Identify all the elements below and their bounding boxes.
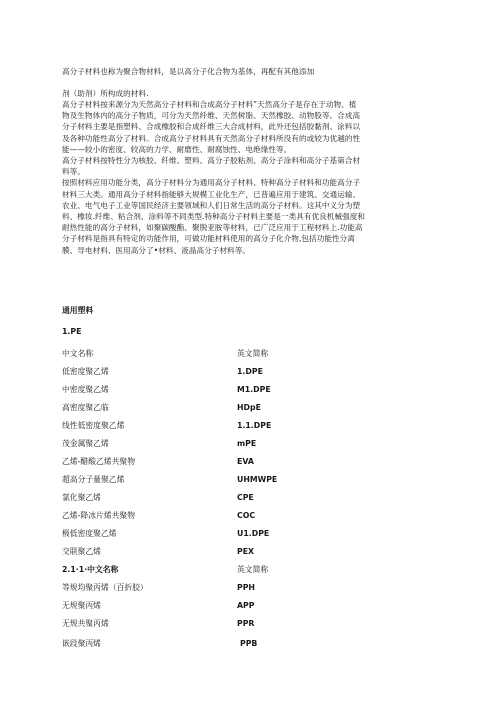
cell-english-abbr: U1.DPE [237, 529, 270, 538]
column-header-english-abbr: 英文简称 [237, 565, 269, 574]
table-row [62, 474, 392, 486]
cell-chinese-name: 氯化聚乙烯 [62, 493, 101, 502]
column-header-english-abbr: 英文简称 [237, 349, 269, 358]
text-line: 高分子材料按来源分为天然高分子材料和合成高分子材料”天然高分子是存在于动物、植 [62, 100, 357, 109]
text-line: 剂（助剂）所构成的材料. [62, 89, 149, 98]
text-line: 高分子材料也称为聚合物材料，是以高分子化合物为基体，再配有其他添加 [62, 67, 315, 76]
table-row [62, 546, 392, 558]
text-line: 能——较小的密度、较高的力学、耐磨性、耐腐蚀性、电绝缘性等。 [62, 144, 292, 154]
cell-english-abbr: COC [237, 511, 256, 520]
column-header-chinese-name: 2.1·1·中文名称 [62, 565, 119, 574]
cell-chinese-name: 交联聚乙烯 [62, 547, 101, 556]
table-row [62, 618, 392, 630]
text-line: 耐热性能的高分子材料，如聚碳酸酯、聚脱亚胺等材料，已广泛应用于工程材料上.功能高 [62, 223, 363, 233]
cell-english-abbr: mPE [237, 439, 257, 448]
text-line: 分子材料是指具有特定的功能作用，可做功能材料使用的高分子化介物,包括功能性分离 [62, 234, 355, 244]
text-line: 高分子材料按特性分为核胶、纤维、塑料、高分子胶粘剂、高分子涂料和高分子基第合材 [62, 156, 361, 166]
cell-chinese-name: 超高分子量聚乙烯 [62, 475, 125, 484]
text-line: 按照材料应用功能分类，高分子材料分为通用高分子材料、特种高分子材料和功能高分子 [62, 178, 361, 188]
cell-english-abbr: 1.DPE [237, 367, 263, 376]
cell-english-abbr: HDpE [237, 403, 261, 412]
table-row [62, 402, 392, 414]
cell-chinese-name: 乙烯-降冰片烯共聚物 [62, 511, 135, 520]
cell-chinese-name: 无规共聚丙烯 [62, 619, 109, 628]
cell-chinese-name: 无规聚丙烯 [62, 601, 101, 610]
body-paragraph [62, 99, 442, 256]
text-line: 农业、电气电子工业等国民经济主要领域和人们日常生活的高分子材料。这其中义分为塑 [62, 200, 361, 210]
table-row [62, 384, 392, 396]
cell-english-abbr: APP [237, 601, 255, 610]
cell-chinese-name: 高密度聚乙临 [62, 403, 109, 412]
text-line: 物及生物体内的高分子物质，可分为天然纤维、天然树脂、天然橡胶、动物股等。合成高 [62, 111, 361, 121]
table-header [62, 564, 392, 576]
text-line: 膜、导电材料、医用高分了•材料、液晶高分子材料等。 [62, 245, 250, 255]
table-row [62, 366, 392, 378]
cell-english-abbr: UHMWPE [237, 475, 278, 484]
cell-english-abbr: PPB [240, 639, 258, 648]
text-line: 料等。 [62, 167, 85, 177]
table-row [62, 528, 392, 540]
section-subtitle: 1.PE [62, 327, 82, 336]
cell-english-abbr: M1.DPE [237, 385, 271, 394]
cell-chinese-name: 极低密度聚乙烯 [62, 529, 117, 538]
cell-english-abbr: PPH [237, 583, 255, 592]
cell-chinese-name: 嵌段聚丙烯 [62, 639, 101, 648]
cell-english-abbr: CPE [237, 493, 254, 502]
text-line: 料、橡妆.纤维、粘合剂、涂料等不同类型.特种高分子材料主要是一类具有优良机械强度和 [62, 212, 366, 222]
table-row [62, 638, 392, 650]
table-row [62, 600, 392, 612]
cell-chinese-name: 中密度聚乙烯 [62, 385, 109, 394]
table-header [62, 348, 392, 360]
cell-chinese-name: 等规均聚丙烯（百折胶） [62, 583, 148, 592]
cell-chinese-name: 乙烯-醋酸乙烯共聚物 [62, 457, 135, 466]
text-line: 分子材料主要是指塑料、合成橡胶和合成纤维三大合成材料，此外还包括胶黏剂、涂料以 [62, 122, 361, 132]
cell-english-abbr: 1.1.DPE [237, 421, 272, 430]
text-line: 及各种功能性高分了材料。合成高分子材料具有天然高分子材料所没有的或较为优越的性 [62, 133, 361, 143]
cell-chinese-name: 低密度聚乙烯 [62, 367, 109, 376]
cell-chinese-name: 线性低密度聚乙烯 [62, 421, 125, 430]
table-row [62, 420, 392, 432]
cell-chinese-name: 茂金属聚乙烯 [62, 439, 109, 448]
text-line: 材料三大类。通用高分子材料指能够大规模工业化生产，已普遍应用于建筑、交通运输、 [62, 189, 361, 199]
cell-english-abbr: PEX [237, 547, 255, 556]
cell-english-abbr: PPR [237, 619, 255, 628]
cell-english-abbr: EVA [237, 457, 254, 466]
table-row [62, 510, 392, 522]
column-header-chinese-name: 中文名称 [62, 349, 94, 358]
table-row [62, 492, 392, 504]
section-title: 通用塑料 [62, 306, 94, 315]
table-row [62, 456, 392, 468]
table-row [62, 438, 392, 450]
table-row [62, 582, 392, 594]
